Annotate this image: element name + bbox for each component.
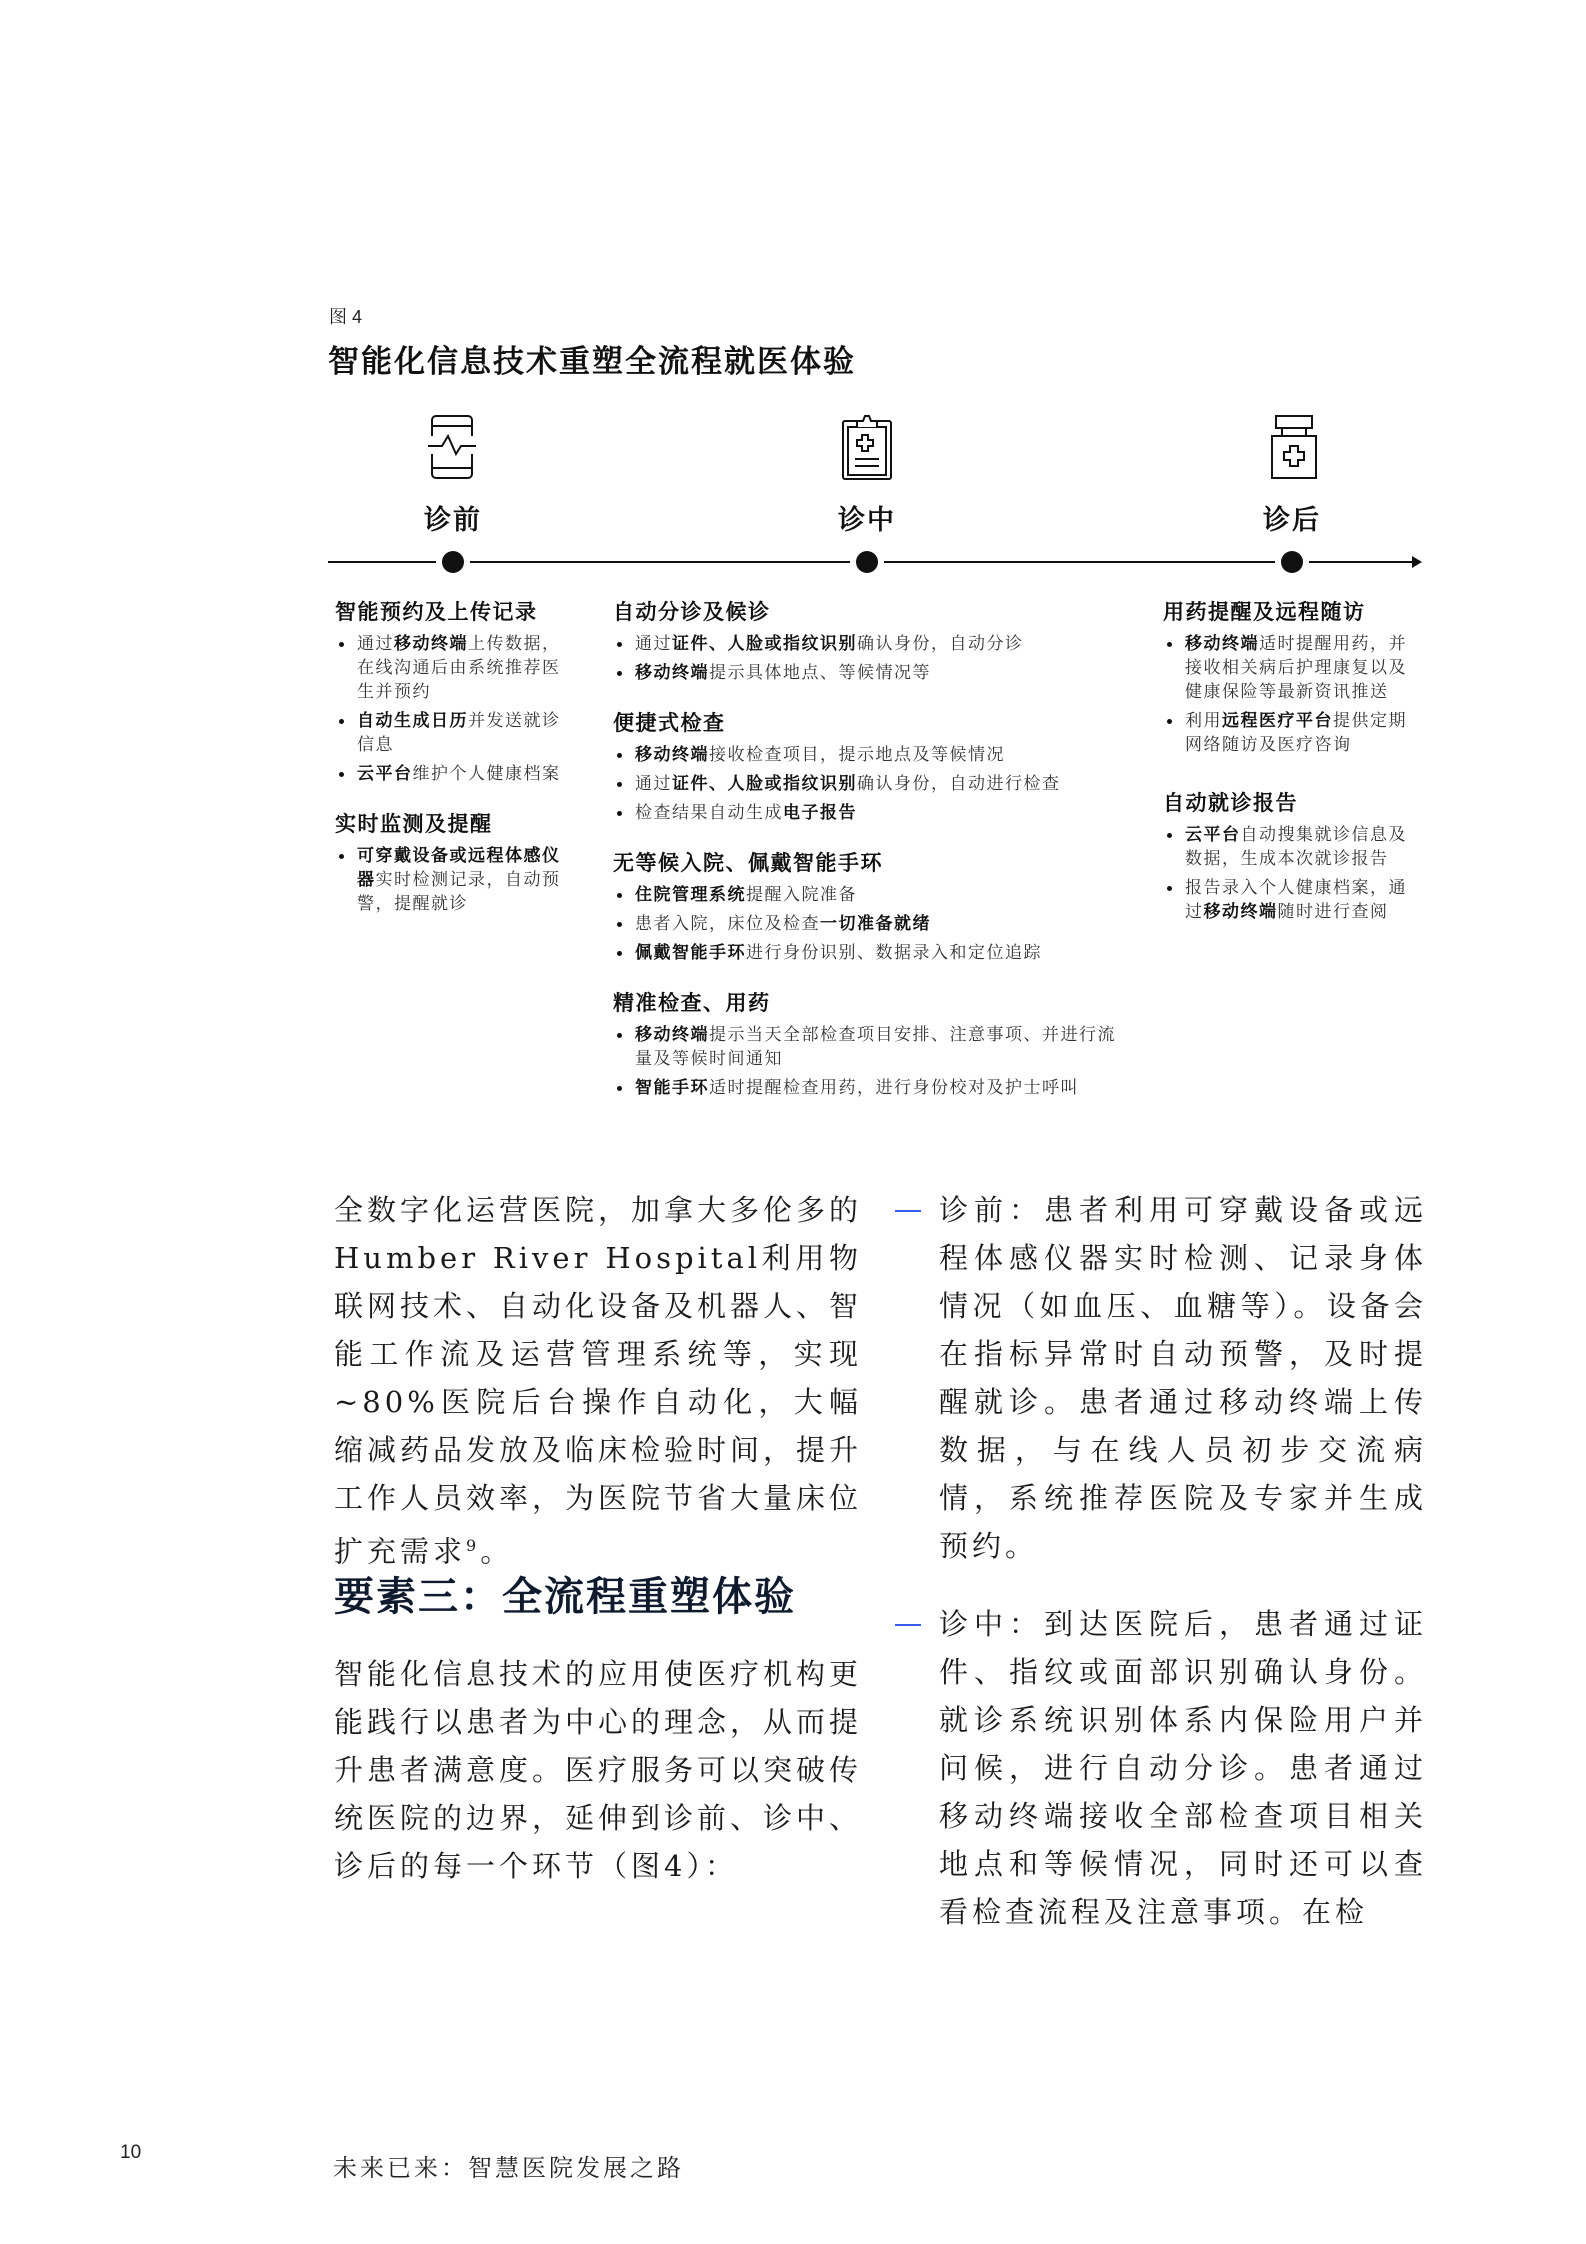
phase-label-post: 诊后: [1263, 505, 1321, 536]
list-item: 移动终端提示具体地点、等候情况等: [613, 661, 1133, 685]
timeline-dot-post: [1281, 551, 1303, 573]
list-item: 云平台维护个人健康档案: [335, 762, 575, 786]
footer-title: 未来已来：智慧医院发展之路: [333, 2154, 684, 2182]
medicine-bottle-icon: [1270, 414, 1318, 480]
smartphone-heartbeat-icon: [428, 414, 476, 480]
list-item: 住院管理系统提醒入院准备: [613, 883, 1133, 907]
body-paragraph-intro: 智能化信息技术的应用使医疗机构更能践行以患者为中心的理念，从而提升患者满意度。医疗服务可以突破传统医院的边界，延伸到诊前、诊中、诊后的每一个环节（图4）：: [334, 1657, 863, 1883]
list-item: 移动终端接收检查项目，提示地点及等候情况: [613, 743, 1133, 767]
figure-title: 智能化信息技术重塑全流程就医体验: [328, 344, 856, 380]
list-item: 自动生成日历并发送就诊信息: [335, 709, 575, 757]
section-heading-element-three: 要素三：全流程重塑体验: [334, 1573, 796, 1620]
dash-bullet-icon: [895, 1624, 921, 1626]
section-heading: 自动就诊报告: [1163, 790, 1298, 815]
section-heading: 便捷式检查: [613, 710, 726, 735]
section-heading: 智能预约及上传记录: [335, 599, 538, 624]
body-paragraph-humber: 全数字化运营医院，加拿大多伦多的Humber River Hospital利用物联网技术、自动化设备及机器人、智能工作流及运营管理系统等，实现~80%医院后台操作自动化，大幅缩减药品发放及临床检验时间，提升工作人员效率，为医院节省大量床位扩充需求$^9$。: [334, 1193, 863, 1569]
list-item: 可穿戴设备或远程体感仪器实时检测记录，自动预警，提醒就诊: [335, 844, 575, 916]
list-item: 检查结果自动生成电子报告: [613, 801, 1133, 825]
figure-column-during: [613, 596, 1133, 1122]
timeline-dot-pre: [442, 551, 464, 573]
section-heading: 用药提醒及远程随访: [1163, 599, 1366, 624]
section-heading: 无等候入院、佩戴智能手环: [613, 850, 883, 875]
section-convenient-exam: [613, 707, 1133, 825]
phase-label-pre: 诊前: [424, 505, 482, 536]
list-item: 患者入院，床位及检查一切准备就绪: [613, 912, 1133, 936]
section-realtime-monitoring: [335, 808, 575, 916]
dash-bullet-icon: [895, 1210, 921, 1212]
footnote-ref[interactable]: 9: [466, 1536, 481, 1555]
section-auto-report: [1163, 787, 1413, 924]
medical-clipboard-icon: [840, 413, 894, 481]
figure-column-post: [1163, 596, 1413, 946]
list-item: 移动终端提示当天全部检查项目安排、注意事项、并进行流量及等候时间通知: [613, 1023, 1133, 1071]
list-item: 通过证件、人脸或指纹识别确认身份，自动分诊: [613, 632, 1133, 656]
list-item: 通过移动终端上传数据，在线沟通后由系统推荐医生并预约: [335, 632, 575, 704]
timeline-arrow-icon: [1412, 556, 1422, 568]
list-item: 智能手环适时提醒检查用药，进行身份校对及护士呼叫: [613, 1076, 1133, 1100]
section-heading: 自动分诊及候诊: [613, 599, 771, 624]
list-item: 报告录入个人健康档案，通过移动终端随时进行查阅: [1163, 876, 1413, 924]
timeline-dot-during: [856, 551, 878, 573]
list-item: 移动终端适时提醒用药，并接收相关病后护理康复以及健康保险等最新资讯推送: [1163, 632, 1413, 704]
dash-item-during-visit: 诊中：到达医院后，患者通过证件、指纹或面部识别确认身份。就诊系统识别体系内保险用户并问候，进行自动分诊。患者通过移动终端接收全部检查项目相关地点和等候情况，同时还可以查看检查流程及注意事项。在检: [895, 1600, 1427, 1936]
section-admission-wristband: [613, 847, 1133, 965]
section-precise-exam-medication: [613, 987, 1133, 1100]
body-right-column: [895, 1186, 1427, 1964]
list-item: 佩戴智能手环进行身份识别、数据录入和定位追踪: [613, 941, 1133, 965]
list-item: 利用远程医疗平台提供定期网络随访及医疗咨询: [1163, 709, 1413, 757]
dash-item-pre-visit: 诊前：患者利用可穿戴设备或远程体感仪器实时检测、记录身体情况（如血压、血糖等）。设备会在指标异常时自动预警，及时提醒就诊。患者通过移动终端上传数据，与在线人员初步交流病情，系统推荐医院及专家并生成预约。: [895, 1186, 1427, 1570]
figure-column-pre: [335, 596, 575, 938]
section-heading: 实时监测及提醒: [335, 811, 493, 836]
figure-number: 图 4: [329, 307, 363, 327]
page-number: 10: [120, 2142, 142, 2163]
section-medication-followup: [1163, 596, 1413, 757]
section-auto-triage: [613, 596, 1133, 685]
phase-label-during: 诊中: [838, 505, 896, 536]
list-item: 云平台自动搜集就诊信息及数据，生成本次就诊报告: [1163, 823, 1413, 871]
list-item: 通过证件、人脸或指纹识别确认身份，自动进行检查: [613, 772, 1133, 796]
section-heading: 精准检查、用药: [613, 990, 771, 1015]
section-smart-booking: [335, 596, 575, 786]
